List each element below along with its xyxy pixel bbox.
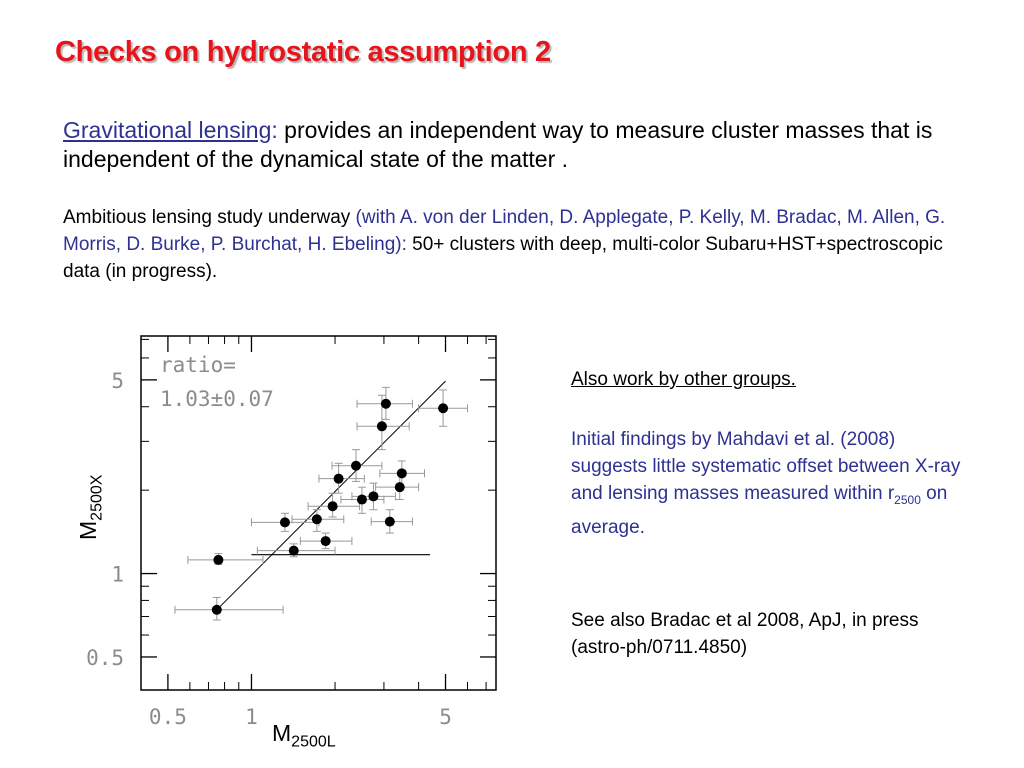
r2500-subscript: 2500 [894, 492, 921, 507]
data-point [321, 536, 331, 546]
data-point [351, 461, 361, 471]
data-point [395, 482, 405, 492]
data-point [377, 421, 387, 431]
study-data-text: 50+ clusters with deep, multi-color Subaru+HST+spectroscopic data (in progress). [63, 234, 943, 282]
see-also-reference: See also Bradac et al 2008, ApJ, in press (astro-ph/0711.4850) [571, 610, 919, 658]
y-tick-label: 0.5 [86, 645, 124, 670]
data-point [212, 605, 222, 615]
study-intro-text: Ambitious lensing study underway [63, 207, 356, 228]
error-bars [175, 387, 468, 620]
data-point [357, 495, 367, 505]
data-point [213, 555, 223, 565]
x-axis-label-main: M [272, 720, 292, 746]
fit-line [217, 381, 446, 610]
data-point [312, 514, 322, 524]
x-axis-label [272, 720, 336, 752]
data-point [334, 474, 344, 484]
intro-rest-text: provides an independent way to measure cluster masses that is independent of the dynamical state of the matter . [63, 117, 933, 172]
collaborators-text: (with A. von der Linden, D. Applegate, P. Kelly, M. Bradac, M. Allen, G. Morris, D. Burke, P. Burchat, H. Ebeling): [63, 207, 946, 255]
y-tick-label: 1 [111, 562, 124, 587]
x-tick-label: 5 [439, 705, 452, 729]
data-point [438, 403, 448, 413]
y-axis-label-sub: 2500X [88, 474, 106, 521]
initial-findings-main: Initial findings by Mahdavi et al. (2008) suggests little systematic offset between X-ray and lensing masses measured within r [571, 429, 961, 504]
ratio-annotation-line2: 1.03±0.07 [160, 387, 274, 411]
ratio-annotation-line1: ratio= [160, 353, 236, 377]
data-point [385, 517, 395, 527]
reference-lines [217, 381, 446, 610]
x-tick-label: 1 [245, 705, 258, 729]
data-point [289, 546, 299, 556]
data-point [280, 517, 290, 527]
y-tick-label: 5 [111, 368, 124, 393]
other-groups-note: Also work by other groups. [571, 369, 796, 390]
y-axis-label-main: M [75, 520, 101, 540]
gravitational-lensing-link[interactable]: Gravitational lensing [63, 117, 272, 143]
data-point [328, 501, 338, 511]
x-axis-label-sub: 2500L [291, 733, 336, 751]
x-tick-label: 0.5 [148, 705, 187, 729]
data-point [368, 491, 378, 501]
data-point [381, 399, 391, 409]
data-points [212, 399, 448, 615]
initial-findings-end: on average. [571, 483, 948, 538]
slide-title: Checks on hydrostatic assumption 2 [55, 36, 551, 68]
y-axis-label [75, 475, 107, 540]
colon-text: : [271, 117, 278, 143]
data-point [397, 468, 407, 478]
